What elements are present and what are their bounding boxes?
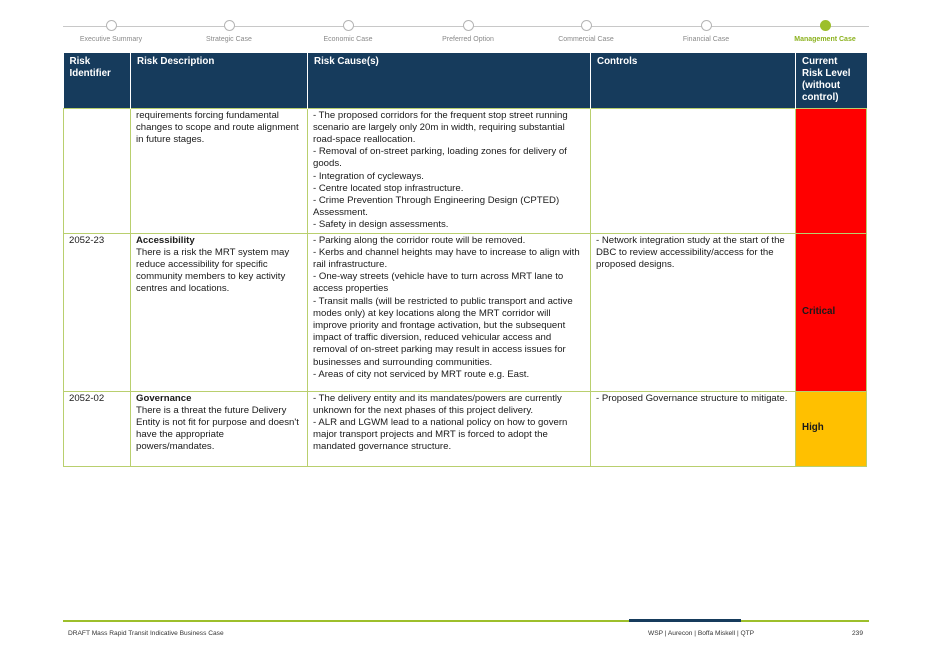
footer-rule [63,620,869,622]
nav-step-economic-case[interactable] [288,18,408,43]
risk-level-cell [796,108,867,233]
risk-description-text: There is a threat the future Delivery Entity is not fit for purpose and doesn't have the appropriate powers/mandates. [136,404,299,453]
risk-level-label: Critical [802,305,836,317]
footer-accent-rule [629,619,741,622]
step-dot-icon [820,20,831,31]
risk-level-label: High [802,422,824,434]
risk-level-cell [796,233,867,391]
risk-causes-cell [308,233,591,391]
cause-line: - Kerbs and channel heights may have to increase to align with rail infrastructure. [313,246,580,270]
controls-cell: - Proposed Governance structure to mitigate. [591,391,796,466]
nav-step-label: Management Case [794,36,856,43]
nav-step-label: Preferred Option [442,36,494,43]
nav-step-label: Economic Case [323,36,373,43]
header-risk-causes: Risk Cause(s) [308,53,591,108]
risk-register-table [63,53,867,467]
footer-document-title: DRAFT Mass Rapid Transit Indicative Business Case [68,630,224,637]
cause-line: - The proposed corridors for the frequent stop street running scenario are largely only 20m in width, requiring substantial road-space reallocation. [313,109,568,145]
cause-line: - Crime Prevention Through Engineering Design (CPTED) Assessment. [313,194,560,219]
header-controls: Controls [591,53,796,108]
cause-line: - Parking along the corridor route will be removed. [313,234,526,246]
cause-line: - Transit malls (will be restricted to public transport and active modes only) at key locations along the MRT corridor will improve priority and frontage activation, but the subsequent impact of traffic diversion, reduced vehicular access and removal of on-street parking may result in access issues for businesses and surrounding communities. [313,295,573,368]
footer-authors: WSP | Aurecon | Boffa Miskell | QTP [648,630,755,637]
controls-cell [591,108,796,233]
step-dot-icon [106,20,117,31]
cause-line: - Removal of on-street parking, loading zones for delivery of goods. [313,146,567,170]
controls-cell: - Network integration study at the start of the DBC to review accessibility/access for the proposed designs. [591,233,796,391]
cause-line: - Safety in design assessments. [313,219,449,231]
nav-step-management-case[interactable] [765,18,885,43]
step-dot-icon [224,20,235,31]
table-row [64,108,867,233]
header-risk-identifier: Risk Identifier [64,53,131,108]
risk-title: Governance [136,392,192,404]
cause-line: - The delivery entity and its mandates/powers are currently unknown for the next phases of this project delivery. [313,392,562,416]
table-row [64,391,867,466]
table-header-row [64,53,867,108]
step-dot-icon [463,20,474,31]
risk-title: Accessibility [136,234,195,246]
nav-step-commercial-case[interactable] [526,18,646,43]
page-number: 239 [852,630,864,637]
nav-step-label: Financial Case [682,36,730,43]
risk-description-cell [131,391,308,466]
cause-line: - Integration of cycleways. [313,170,424,182]
step-dot-icon [343,20,354,31]
nav-step-executive-summary[interactable] [51,18,171,43]
risk-level-cell [796,391,867,466]
document-progress-nav [63,18,869,48]
cause-line: - Areas of city not serviced by MRT route e.g. East. [313,368,530,380]
cause-line: - Centre located stop infrastructure. [313,182,464,194]
header-risk-description: Risk Description [131,53,308,108]
risk-causes-cell [308,108,591,233]
step-dot-icon [581,20,592,31]
cause-line: - ALR and LGWM lead to a national policy on how to govern major transport projects and MRT is forced to adopt the mandated governance structure. [313,416,568,453]
cause-line: - One-way streets (vehicle have to turn across MRT lane to access properties [313,271,564,295]
risk-description-cell [131,108,308,233]
header-current-risk-level: Current Risk Level (without control) [796,53,867,108]
risk-description-text: There is a risk the MRT system may reduce accessibility for specific community members to key activity centres and locations. [136,246,290,295]
risk-causes-cell [308,391,591,466]
risk-id-cell [64,108,131,233]
nav-step-label: Strategic Case [206,36,252,43]
risk-description-cell [131,233,308,391]
nav-step-financial-case[interactable] [646,18,766,43]
nav-step-label: Commercial Case [558,36,614,43]
nav-step-label: Executive Summary [79,36,143,43]
risk-id-cell: 2052-23 [64,233,131,391]
nav-step-strategic-case[interactable] [169,18,289,43]
step-dot-icon [701,20,712,31]
risk-id-cell: 2052-02 [64,391,131,466]
table-row [64,233,867,391]
risk-description-text: requirements forcing fundamental changes to scope and route alignment in future stages. [136,109,299,145]
nav-step-preferred-option[interactable] [408,18,528,43]
